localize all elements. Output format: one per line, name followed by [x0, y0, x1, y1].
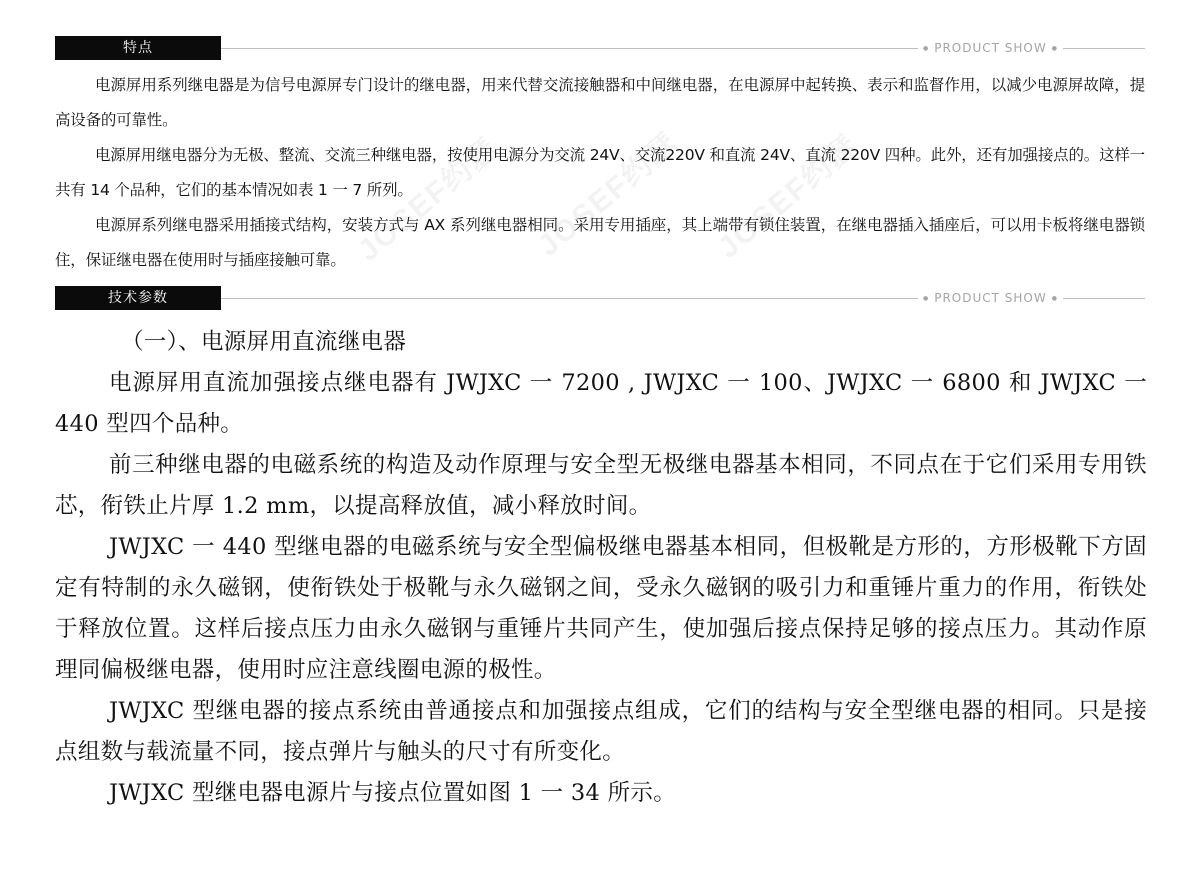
watermark: JOSEF约瑟: [531, 126, 686, 263]
section-title: 特点: [55, 36, 221, 60]
paragraph: 电源屏系列继电器采用插接式结构，安装方式与 AX 系列继电器相同。采用专用插座，其上端带有锁住装置，在继电器插入插座后，可以用卡板将继电器锁住，保证继电器在使用时与插座接触可靠。: [55, 216, 1145, 269]
section-title: 技术参数: [55, 286, 221, 310]
tech-params-text: [55, 322, 1147, 814]
section-header-features: [55, 36, 1145, 60]
paragraph: 电源屏用继电器分为无极、整流、交流三种继电器，按使用电源分为交流 24V、交流220V 和直流 24V、直流 220V 四种。此外，还有加强接点的。这样一共有 14 个品种，它们的基本情况如表 1 一 7 所列。: [55, 146, 1145, 199]
section-label: ● PRODUCT SHOW ●: [918, 40, 1063, 57]
paragraph: 电源屏用直流加强接点继电器有 JWJXC 一 7200 , JWJXC 一 100、JWJXC 一 6800 和 JWJXC 一 440 型四个品种。: [55, 370, 1147, 437]
intro-text: [55, 68, 1145, 278]
watermark: JOSEF约瑟: [351, 131, 506, 268]
paragraph: 电源屏用系列继电器是为信号电源屏专门设计的继电器，用来代替交流接触器和中间继电器，在电源屏中起转换、表示和监督作用，以减少电源屏故障，提高设备的可靠性。: [55, 76, 1145, 129]
watermark: JOSEF约瑟: [711, 128, 866, 265]
paragraph: JWJXC 型继电器的接点系统由普通接点和加强接点组成，它们的结构与安全型继电器的相同。只是接点组数与载流量不同，接点弹片与触头的尺寸有所变化。: [55, 698, 1147, 765]
section-label: ● PRODUCT SHOW ●: [918, 290, 1063, 307]
subheading: （一）、电源屏用直流继电器: [121, 329, 407, 355]
section-header-tech: [55, 286, 1145, 310]
paragraph: 前三种继电器的电磁系统的构造及动作原理与安全型无极继电器基本相同，不同点在于它们采用专用铁芯，衔铁止片厚 1.2 mm，以提高释放值，减小释放时间。: [55, 452, 1147, 519]
paragraph: JWJXC 型继电器电源片与接点位置如图 1 一 34 所示。: [109, 780, 677, 806]
paragraph: JWJXC 一 440 型继电器的电磁系统与安全型偏极继电器基本相同，但极靴是方形的，方形极靴下方固定有特制的永久磁钢，使衔铁处于极靴与永久磁钢之间，受永久磁钢的吸引力和重锤片重力的作用，衔铁处于释放位置。这样后接点压力由永久磁钢与重锤片共同产生，使加强后接点保持足够的接点压力。其动作原理同偏极继电器，使用时应注意线圈电源的极性。: [55, 534, 1147, 683]
